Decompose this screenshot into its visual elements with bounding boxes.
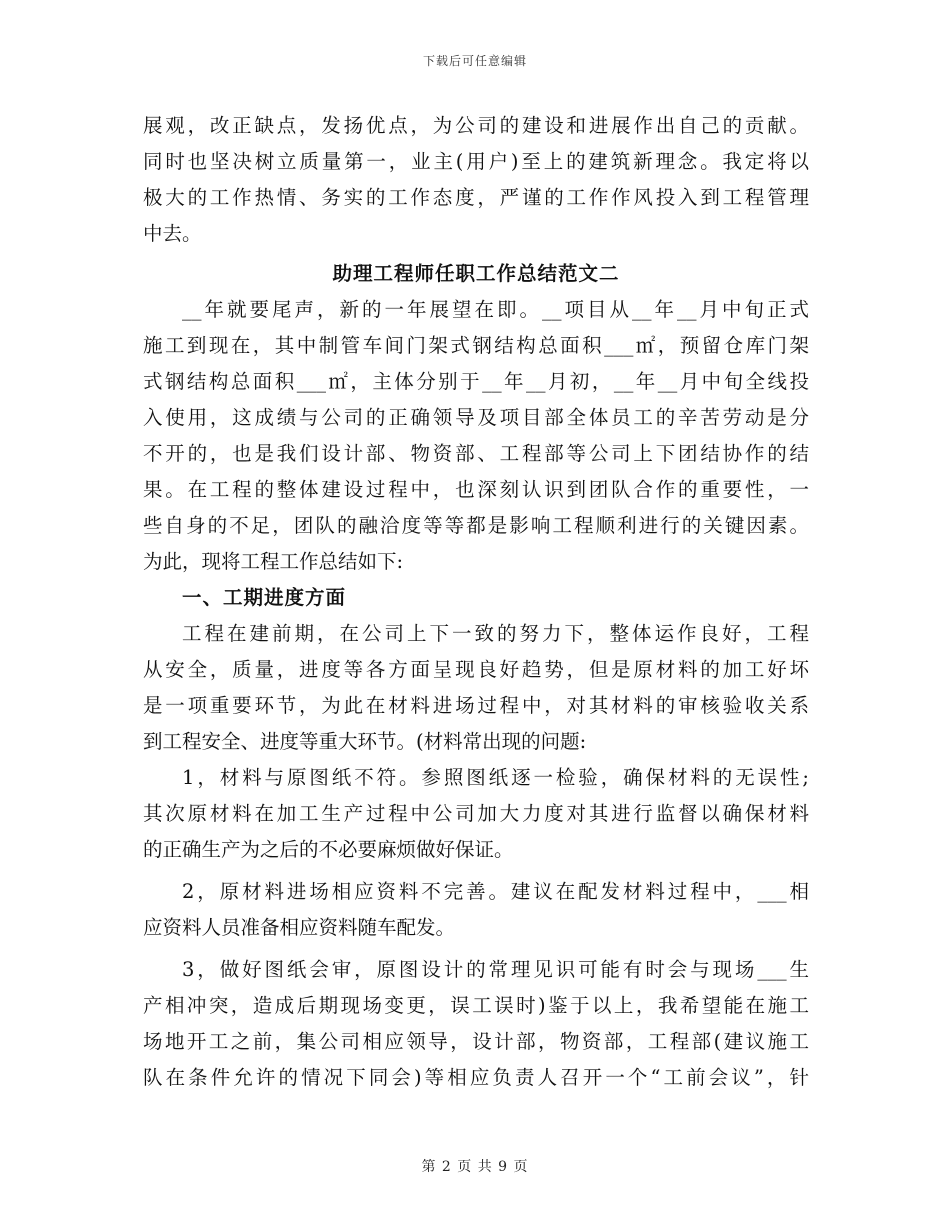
paragraph-line: 些自身的不足，团队的融洽度等等都是影响工程顺利进行的关键因素。 [143,514,809,537]
document-title: 助理工程师任职工作总结范文二 [332,262,620,285]
paragraph-line: 2，原材料进场相应资料不完善。建议在配发材料过程中，___相 [182,880,809,903]
paragraph-line: 果。在工程的整体建设过程中，也深刻认识到团队合作的重要性，一 [143,478,809,501]
paragraph-line: 其次原材料在加工生产过程中公司加大力度对其进行监督以确保材料 [143,802,809,825]
paragraph-line: 同时也坚决树立质量第一，业主(用户)至上的建筑新理念。我定将以 [143,150,809,173]
paragraph-line: 工程在建前期，在公司上下一致的努力下，整体运作良好，工程 [182,622,809,645]
list-item-2 [143,874,809,946]
paragraph-line: 式钢结构总面积___㎡，主体分别于__年__月初，__年__月中旬全线投 [143,370,809,393]
paragraph-line: 应资料人员准备相应资料随车配发。 [143,916,456,939]
paragraph-line: 到工程安全、进度等重大环节。(材料常出现的问题: [143,730,587,753]
paragraph-line: 3，做好图纸会审，原图设计的常理见识可能有时会与现场___生 [182,958,809,981]
paragraph-line: 入使用，这成绩与公司的正确领导及项目部全体员工的辛苦劳动是分 [143,406,809,429]
paragraph-schedule [143,616,809,760]
paragraph-line: 施工到现在，其中制管车间门架式钢结构总面积___㎡，预留仓库门架 [143,334,809,357]
paragraph-line: 为此，现将工程工作总结如下: [143,550,404,573]
paragraph-line: 是一项重要环节，为此在材料进场过程中，对其材料的审核验收关系 [143,694,809,717]
paragraph-line: 1，材料与原图纸不符。参照图纸逐一检验，确保材料的无误性; [182,766,809,789]
page-number-footer: 第 2 页 共 9 页 [421,1159,529,1175]
intro-paragraph [143,108,809,252]
paragraph-line: 从安全，质量，进度等各方面呈现良好趋势，但是原材料的加工好坏 [143,658,809,681]
paragraph-line: __年就要尾声，新的一年展望在即。__项目从__年__月中旬正式 [182,298,809,321]
paragraph-line: 不开的，也是我们设计部、物资部、工程部等公司上下团结协作的结 [143,442,809,465]
paragraph-line: 产相冲突，造成后期现场变更，误工误时)鉴于以上，我希望能在施工 [143,994,809,1017]
section-heading: 一、工期进度方面 [182,586,347,609]
paragraph-line: 场地开工之前，集公司相应领导，设计部，物资部，工程部(建议施工 [143,1030,809,1053]
paragraph-line: 队在条件允许的情况下同会)等相应负责人召开一个“工前会议”，针 [143,1066,809,1089]
page-header: 下载后可任意编辑 [422,54,527,68]
paragraph-line: 展观，改正缺点，发扬优点，为公司的建设和进展作出自己的贡献。 [143,114,809,137]
list-item-1 [143,760,809,868]
paragraph-line: 中去。 [143,222,202,245]
paragraph-line: 极大的工作热情、务实的工作态度，严谨的工作作风投入到工程管理 [143,186,809,209]
paragraph-line: 的正确生产为之后的不必要麻烦做好保证。 [143,838,514,861]
paragraph-overview [143,292,809,580]
document-body [143,108,809,1096]
list-item-3 [143,952,809,1096]
